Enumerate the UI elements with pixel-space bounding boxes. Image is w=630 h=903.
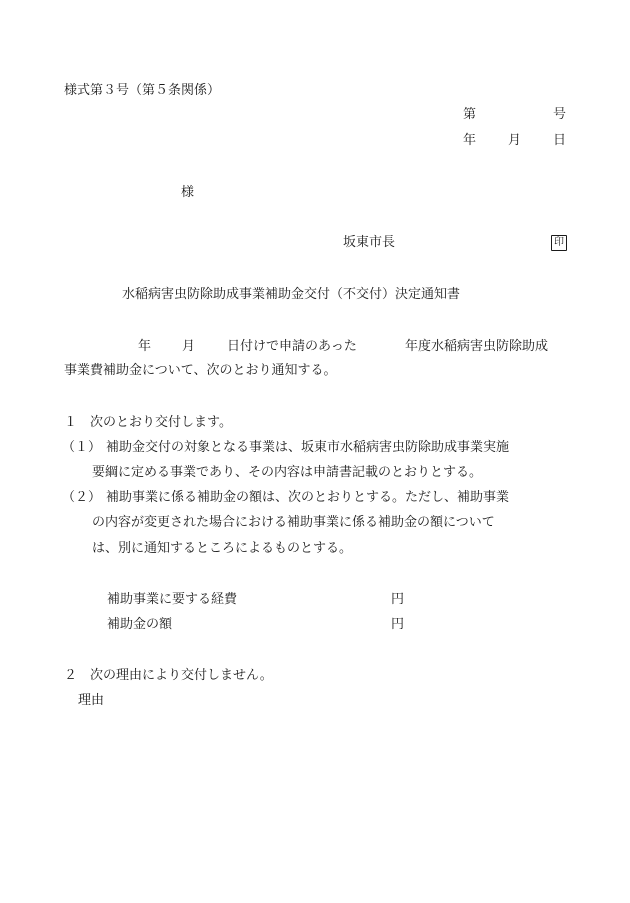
- issuer-name: 坂東市長: [343, 235, 396, 250]
- date-day: 日: [553, 133, 567, 148]
- date-month: 月: [508, 133, 522, 148]
- section-1-heading: １ 次のとおり交付します。: [64, 415, 232, 430]
- intro-text-date: 日付けで申請のあった: [227, 339, 357, 354]
- reason-label: 理由: [78, 693, 105, 708]
- addressee-suffix: 様: [181, 185, 195, 200]
- intro-month: 月: [182, 339, 196, 354]
- item-2-line-2: の内容が変更された場合における補助事業に係る補助金の額について: [92, 515, 495, 530]
- section-2-heading: ２ 次の理由により交付しません。: [64, 668, 273, 683]
- date-year: 年: [463, 133, 477, 148]
- intro-line-2: 事業費補助金について、次のとおり通知する。: [64, 363, 337, 378]
- item-2-number: （２）: [62, 490, 102, 505]
- document-title: 水稲病害虫防除助成事業補助金交付（不交付）決定通知書: [122, 287, 461, 302]
- item-1-line-2: 要綱に定める事業であり、その内容は申請書記載のとおりとする。: [92, 465, 483, 480]
- intro-year: 年: [138, 339, 152, 354]
- form-label: 様式第３号（第５条関係）: [64, 83, 221, 98]
- amount-label-subsidy: 補助金の額: [107, 617, 173, 632]
- document-number-prefix: 第: [463, 107, 477, 122]
- item-1-number: （１）: [62, 440, 102, 455]
- amount-unit-total-cost: 円: [391, 592, 405, 607]
- seal-mark: 印: [551, 235, 567, 251]
- item-2-line-3: は、別に通知するところによるものとする。: [92, 541, 353, 556]
- intro-text-fiscal-year: 年度水稲病害虫防除助成: [405, 339, 549, 354]
- item-1-line-1: 補助金交付の対象となる事業は、坂東市水稲病害虫防除助成事業実施: [106, 440, 510, 455]
- item-2-line-1: 補助事業に係る補助金の額は、次のとおりとする。ただし、補助事業: [106, 490, 510, 505]
- amount-unit-subsidy: 円: [391, 617, 405, 632]
- document-number-suffix: 号: [553, 107, 567, 122]
- amount-label-total-cost: 補助事業に要する経費: [107, 592, 238, 607]
